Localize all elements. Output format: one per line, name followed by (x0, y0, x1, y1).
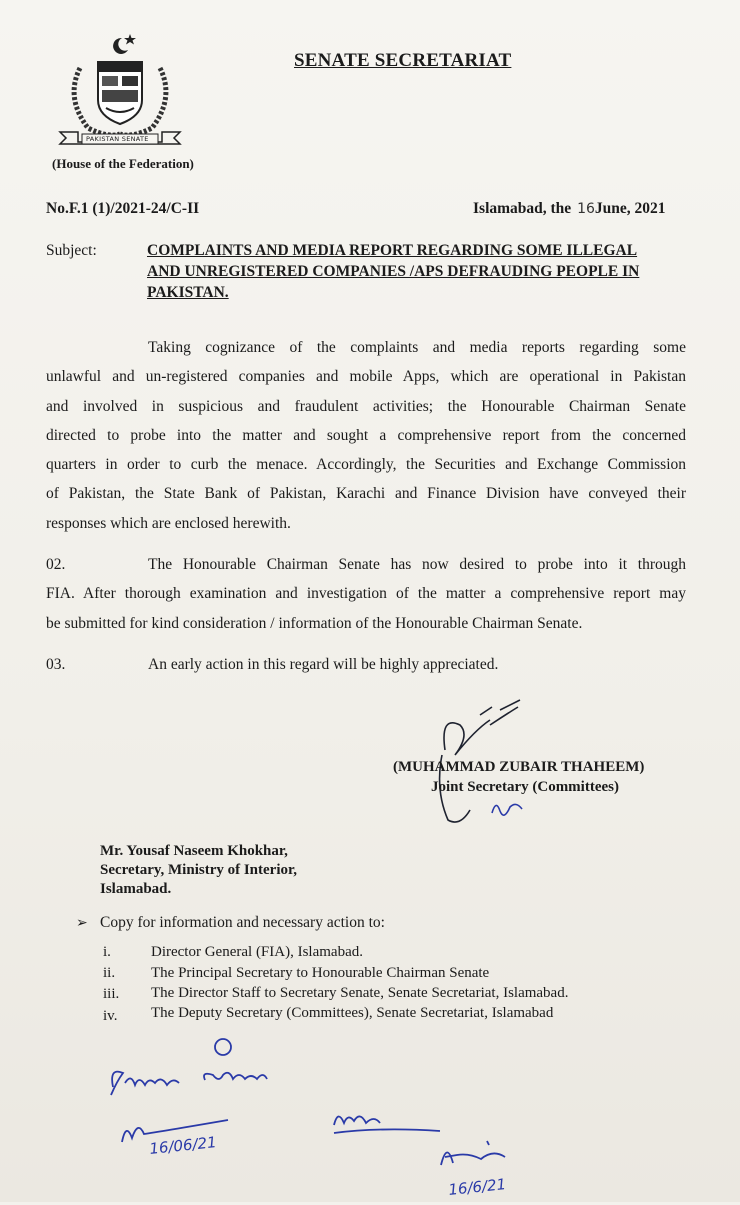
date-prefix: Islamabad, the (473, 200, 572, 217)
page-title: SENATE SECRETARIAT (294, 50, 512, 71)
letter-date (473, 200, 666, 218)
subject-line-1: COMPLAINTS AND MEDIA REPORT REGARDING SOME ILLEGAL (147, 242, 638, 259)
subject-line-3: PAKISTAN. (147, 284, 229, 301)
paragraph-2-line: FIA. After thorough examination and investigation of the matter a comprehensive report may (46, 585, 686, 603)
paragraph-2-line: be submitted for kind consideration / information of the Honourable Chairman Senate. (46, 614, 583, 632)
copy-item-text: The Deputy Secretary (Committees), Senate Secretariat, Islamabad (151, 1005, 554, 1021)
paragraph-1-line: quarters in order to curb the menace. Accordingly, the Securities and Exchange Commission (46, 456, 686, 474)
date-suffix: June, 2021 (594, 200, 666, 217)
emblem-caption: (House of the Federation) (52, 156, 194, 171)
handwritten-date-2 (435, 1135, 565, 1205)
copy-item-text: The Principal Secretary to Honourable Chairman Senate (151, 965, 490, 981)
initials-date-2-icon (435, 1135, 565, 1200)
copy-bullet-icon: ➢ (76, 915, 88, 931)
paragraph-2-number: 02. (46, 556, 66, 573)
copy-heading: Copy for information and necessary action to: (100, 914, 385, 931)
addressee-name: Mr. Yousaf Naseem Khokhar, (100, 843, 288, 859)
signatory-name: (MUHAMMAD ZUBAIR THAHEEM) (393, 759, 645, 775)
paragraph-2-line: The Honourable Chairman Senate has now desired to probe into it through (148, 556, 686, 573)
copy-item-text: The Director Staff to Secretary Senate, Senate Secretariat, Islamabad. (151, 985, 569, 1001)
copy-item-num: ii. (103, 965, 116, 981)
paragraph-1-line: directed to probe into the matter and sought a comprehensive report from the concerned (46, 426, 686, 444)
paragraph-1-line: Taking cognizance of the complaints and media reports regarding some (148, 339, 686, 356)
paragraph-1 (46, 333, 686, 538)
emblem-ribbon-text: PAKISTAN SENATE (86, 135, 149, 143)
paragraph-2 (46, 550, 686, 638)
copy-item-text: Director General (FIA), Islamabad. (151, 944, 363, 960)
paragraph-3-number: 03. (46, 656, 66, 673)
reference-number: No.F.1 (1)/2021-24/C-II (46, 200, 200, 217)
svg-text:16/6/21: 16/6/21 (447, 1175, 507, 1199)
addressee-title: Secretary, Ministry of Interior, (100, 862, 298, 878)
addressee-city: Islamabad. (100, 881, 172, 897)
initials-icon (330, 1105, 450, 1145)
handwritten-note (105, 1035, 305, 1110)
copy-item-num: iv. (103, 1008, 118, 1024)
handwritten-initials-2 (330, 1105, 450, 1150)
initials-date-icon (118, 1112, 248, 1162)
paragraph-1-line: of Pakistan, the State Bank of Pakistan, Karachi and Finance Division have conveyed their (46, 485, 686, 503)
senate-emblem (50, 28, 190, 153)
paragraph-1-line: responses which are enclosed herewith. (46, 514, 291, 532)
handwritten-note-icon (105, 1035, 305, 1105)
paragraph-1-line: and involved in suspicious and fraudulent activities; the Honourable Chairman Senate (46, 397, 686, 415)
copy-item-num: i. (103, 944, 111, 960)
svg-text:16/06/21: 16/06/21 (148, 1133, 218, 1158)
copy-item-num: iii. (103, 986, 120, 1002)
subject-line-2: AND UNREGISTERED COMPANIES /APS DEFRAUDING PEOPLE IN (147, 263, 640, 280)
signatory-designation: Joint Secretary (Committees) (431, 779, 619, 795)
paragraph-1-line: unlawful and un-registered companies and mobile Apps, which are operational in Pakistan (46, 368, 686, 386)
subject-label: Subject: (46, 242, 97, 259)
handwritten-date-1 (118, 1112, 248, 1167)
date-day-handwritten: 16 (577, 201, 595, 217)
paragraph-3-text: An early action in this regard will be highly appreciated. (148, 656, 499, 673)
